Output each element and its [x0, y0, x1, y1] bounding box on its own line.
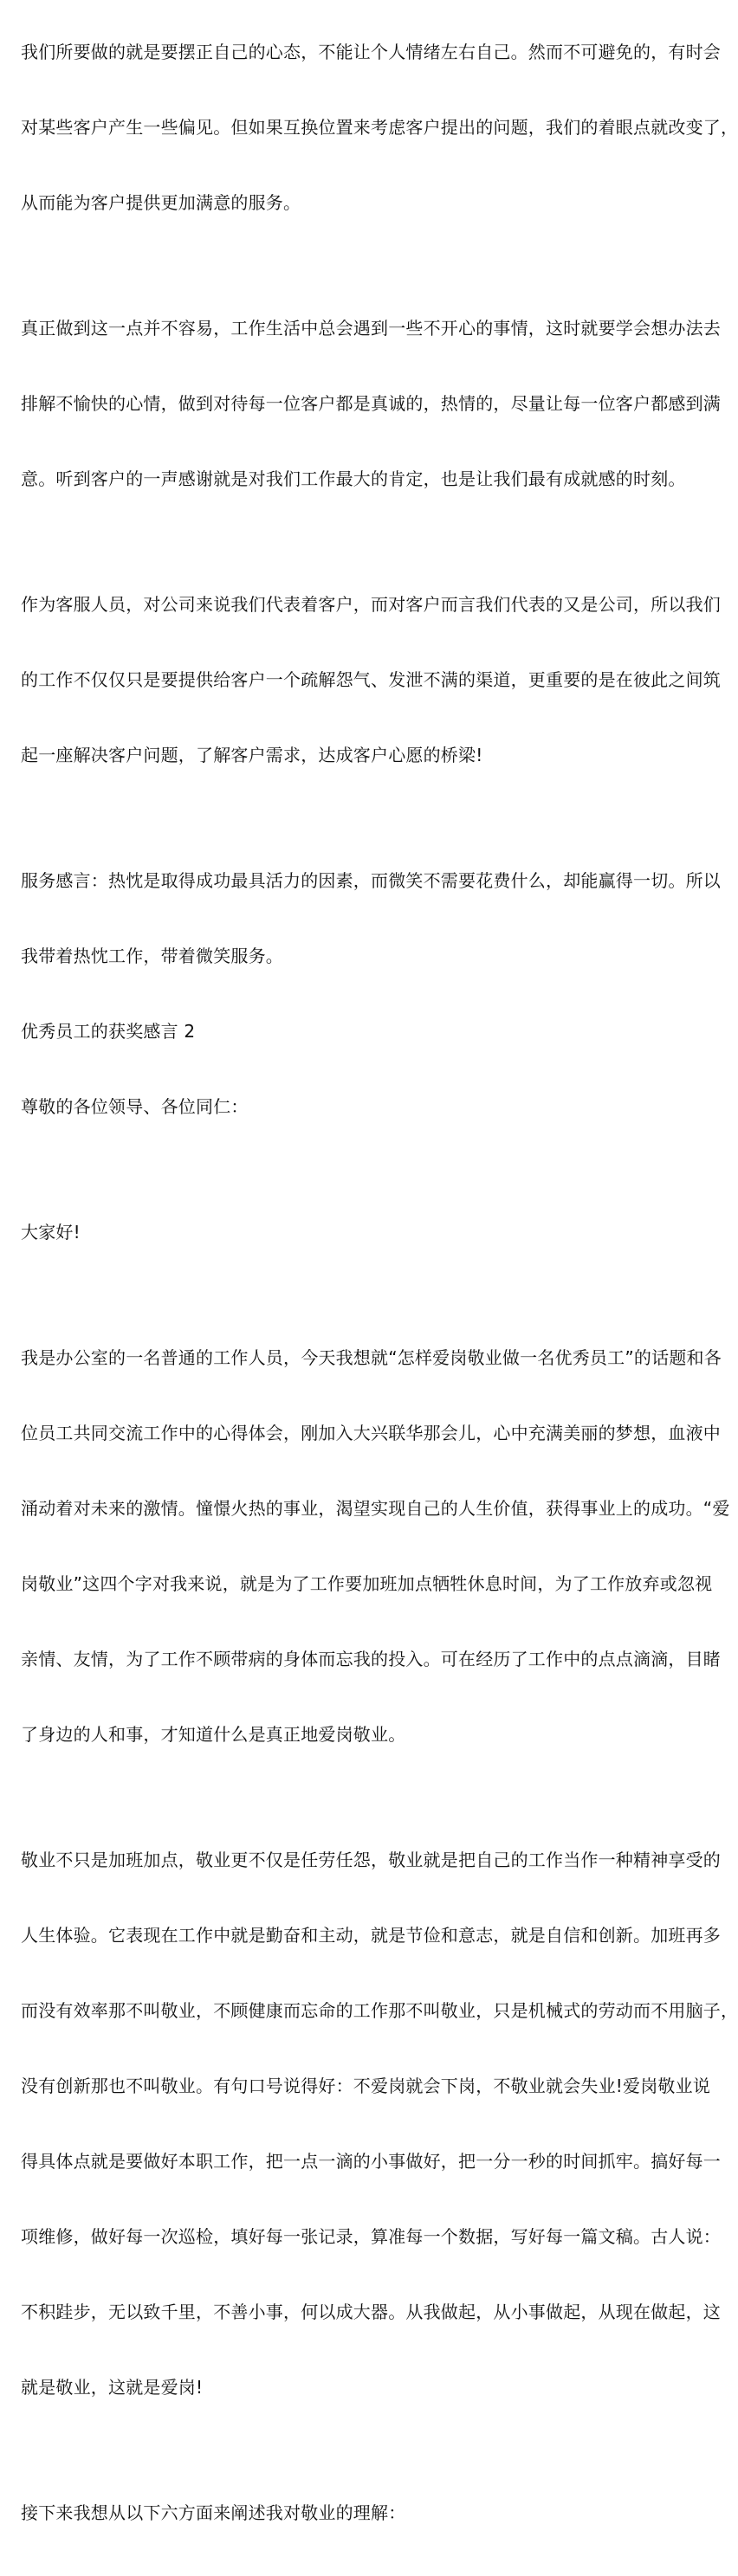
text-line: 的工作不仅仅只是要提供给客户一个疏解怨气、发泄不满的渠道，更重要的是在彼此之间筑	[21, 669, 721, 690]
text-line: 意。听到客户的一声感谢就是对我们工作最大的肯定，也是让我们最有成就感的时刻。	[21, 468, 686, 489]
text-line: 岗敬业”这四个字对我来说，就是为了工作要加班加点牺牲休息时间，为了工作放弃或忽视	[21, 1573, 713, 1594]
text-line: 从而能为客户提供更加满意的服务。	[21, 192, 301, 213]
text-line: 了身边的人和事，才知道什么是真正地爱岗敬业。	[21, 1724, 406, 1745]
text-line: 人生体验。它表现在工作中就是勤奋和主动，就是节俭和意志，就是自信和创新。加班再多	[21, 1925, 721, 1946]
greeting	[21, 1170, 676, 1295]
paragraph	[21, 1798, 738, 2450]
text-line: 没有创新那也不叫敬业。有句口号说得好：不爱岗就会下岗，不敬业就会失业!爱岗敬业说	[21, 2076, 711, 2096]
text-line: 敬业不只是加班加点，敬业更不仅是任劳任怨，敬业就是把自己的工作当作一种精神享受的	[21, 1850, 721, 1870]
paragraph	[21, 0, 738, 266]
paragraph	[21, 818, 721, 1019]
text-line: 而没有效率那不叫敬业，不顾健康而忘命的工作那不叫敬业，只是机械式的劳动而不用脑子，	[21, 2000, 738, 2021]
text-line: 就是敬业，这就是爱岗!	[21, 2377, 204, 2398]
text-line: 接下来我想从以下六方面来阐述我对敬业的理解：	[21, 2502, 406, 2523]
text-line: 位员工共同交流工作中的心得体会，刚加入大兴联华那会儿，心中充满美丽的梦想，血液中	[21, 1423, 721, 1443]
paragraph	[21, 266, 721, 542]
text-line: 服务感言：热忱是取得成功最具活力的因素，而微笑不需要花费什么，却能赢得一切。所以	[21, 870, 721, 891]
text-line: 涌动着对未来的激情。憧憬火热的事业，渴望实现自己的人生价值，获得事业上的成功。“爱	[21, 1498, 730, 1519]
paragraph	[21, 1295, 730, 1798]
text-line: 我是办公室的一名普通的工作人员，今天我想就“怎样爱岗敬业做一名优秀员工”的话题和各	[21, 1347, 722, 1368]
text-line: 我们所要做的就是要摆正自己的心态，不能让个人情绪左右自己。然而不可避免的，有时会	[21, 42, 721, 62]
text-line: 亲情、友情，为了工作不顾带病的身体而忘我的投入。可在经历了工作中的点点滴滴，目睹	[21, 1649, 721, 1669]
text-line: 作为客服人员，对公司来说我们代表着客户，而对客户而言我们代表的又是公司，所以我们	[21, 594, 721, 615]
document-body	[21, 0, 738, 2576]
text-line: 得具体点就是要做好本职工作，把一点一滴的小事做好，把一分一秒的时间抓牢。搞好每一	[21, 2151, 721, 2172]
text-line: 尊敬的各位领导、各位同仁：	[21, 1096, 249, 1117]
text-line: 不积跬步，无以致千里，不善小事，何以成大器。从我做起，从小事做起，从现在做起，这	[21, 2302, 721, 2322]
text-line: 对某些客户产生一些偏见。但如果互换位置来考虑客户提出的问题，我们的着眼点就改变了，	[21, 117, 738, 138]
paragraph	[21, 542, 721, 818]
heading-text: 优秀员工的获奖感言 2	[21, 1021, 196, 1042]
section-heading	[21, 1019, 676, 1044]
salutation	[21, 1044, 676, 1170]
paragraph	[21, 2450, 676, 2576]
text-line: 项维修，做好每一次巡检，填好每一张记录，算准每一个数据，写好每一篇文稿。古人说：	[21, 2226, 721, 2247]
text-line: 我带着热忱工作，带着微笑服务。	[21, 946, 283, 966]
text-line: 排解不愉快的心情，做到对待每一位客户都是真诚的，热情的，尽量让每一位客户都感到满	[21, 393, 721, 414]
text-line: 大家好!	[21, 1222, 81, 1243]
text-line: 真正做到这一点并不容易，工作生活中总会遇到一些不开心的事情，这时就要学会想办法去	[21, 318, 721, 339]
text-line: 起一座解决客户问题，了解客户需求，达成客户心愿的桥梁!	[21, 745, 483, 765]
